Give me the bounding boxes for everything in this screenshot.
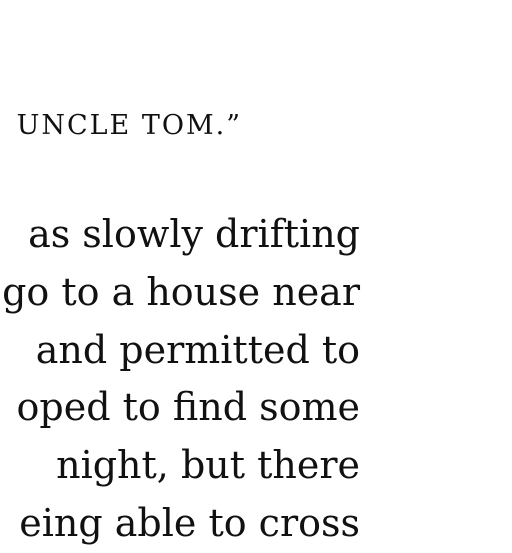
text-line: night, but there <box>56 443 360 487</box>
text-line: and permitted to <box>35 327 360 372</box>
body-text-block <box>2 206 360 553</box>
text-line: oped to find some <box>16 385 360 430</box>
text-line: as slowly drifting <box>28 212 360 256</box>
text-line: go to a house near <box>2 269 360 314</box>
text-line: eing able to cross <box>19 500 360 545</box>
running-head: UNCLE TOM.” <box>16 110 242 141</box>
